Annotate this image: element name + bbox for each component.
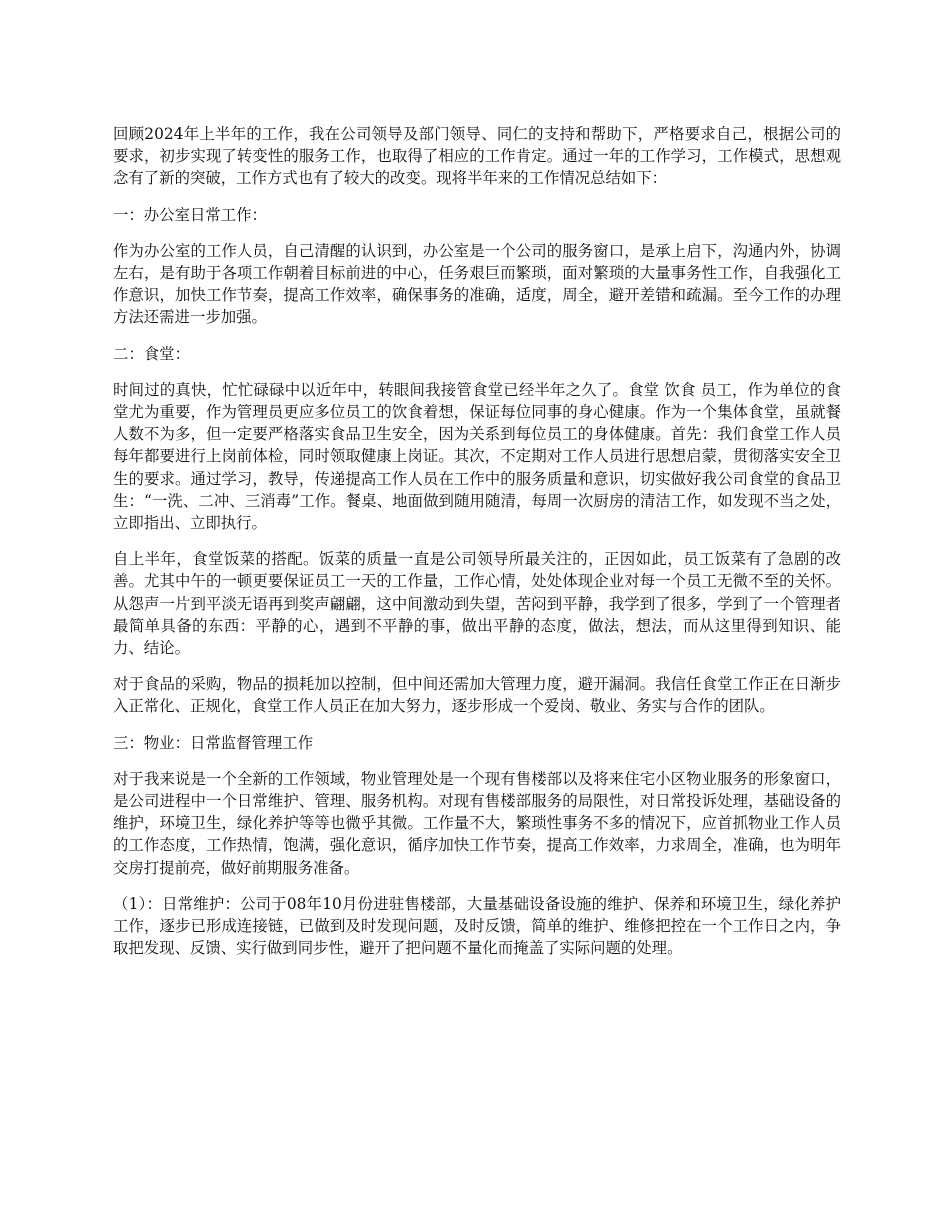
canteen-paragraph-2: 自上半年，食堂饭菜的搭配。饭菜的质量一直是公司领导所最关注的，正因如此，员工饭菜有了急剧的改善。尤其中午的一顿更要保证员工一天的工作量，工作心情，处处体现企业对每一个员工无微不至的关怀。从怨声一片到平淡无语再到奖声翩翩，这中间激动到失望，苦闷到平静，我学到了很多，学到了一个管理者最简单具备的东西：平静的心，遇到不平静的事，做出平静的态度，做法，想法，而从这里得到知识、能力、结论。: [113, 550, 841, 658]
section-heading-office: 一：办公室日常工作：: [113, 205, 267, 224]
canteen-paragraph-1: 时间过的真快，忙忙碌碌中以近年中，转眼间我接管食堂已经半年之久了。食堂 饮食 员工，作为单位的食堂尤为重要，作为管理员更应多位员工的饮食着想，保证每位同事的身心健康。作为一个集体食堂，虽就餐人数不为多，但一定要严格落实食品卫生安全，因为关系到每位员工的身体健康。首先：我们食堂工作人员每年都要进行上岗前体检，同时领取健康上岗证。其次，不定期对工作人员进行思想启蒙，贯彻落实安全卫生的要求。通过学习，教导，传递提高工作人员在工作中的服务质量和意识，切实做好我公司食堂的食品卫生：“一洗、二冲、三消毒”工作。餐桌、地面做到随用随清，每周一次厨房的清洁工作，如发现不当之处，立即指出、立即执行。: [113, 380, 841, 533]
section-heading-canteen: 二：食堂：: [113, 344, 190, 363]
canteen-paragraph-3: 对于食品的采购，物品的损耗加以控制，但中间还需加大管理力度，避开漏洞。我信任食堂工作正在日渐步入正常化、正规化，食堂工作人员正在加大努力，逐步形成一个爱岗、敬业、务实与合作的团队。: [113, 675, 841, 716]
office-paragraph: 作为办公室的工作人员，自己清醒的认识到，办公室是一个公司的服务窗口，是承上启下，沟通内外，协调左右，是有助于各项工作朝着目标前进的中心，任务艰巨而繁琐，面对繁琐的大量事务性工作，自我强化工作意识，加快工作节奏，提高工作效率，确保事务的准确，适度，周全，避开差错和疏漏。至今工作的办理方法还需进一步加强。: [113, 241, 841, 327]
property-paragraph-1: 对于我来说是一个全新的工作领域，物业管理处是一个现有售楼部以及将来住宅小区物业服务的形象窗口，是公司进程中一个日常维护、管理、服务机构。对现有售楼部服务的局限性，对日常投诉处理，基础设备的维护，环境卫生，绿化养护等等也微乎其微。工作量不大，繁琐性事务不多的情况下，应首抓物业工作人员的工作态度，工作热情，饱满，强化意识，循序加快工作节奏，提高工作效率，力求周全，准确，也为明年交房打提前亮，做好前期服务准备。: [113, 769, 841, 877]
property-paragraph-2: （1）：日常维护：公司于08年10月份进驻售楼部，大量基础设备设施的维护、保养和环境卫生，绿化养护工作，逐步已形成连接链，已做到及时发现问题，及时反馈，简单的维护、维修把控在一个工作日之内，争取把发现、反馈、实行做到同步性，避开了把问题不量化而掩盖了实际问题的处理。: [113, 894, 841, 958]
intro-paragraph: 回顾2024年上半年的工作，我在公司领导及部门领导、同仁的支持和帮助下，严格要求自己，根据公司的要求，初步实现了转变性的服务工作，也取得了相应的工作肯定。通过一年的工作学习，工作模式，思想观念有了新的突破，工作方式也有了较大的改变。现将半年来的工作情况总结如下：: [113, 125, 841, 188]
document-body: [113, 123, 841, 974]
section-heading-property: 三：物业：日常监督管理工作: [113, 733, 314, 752]
